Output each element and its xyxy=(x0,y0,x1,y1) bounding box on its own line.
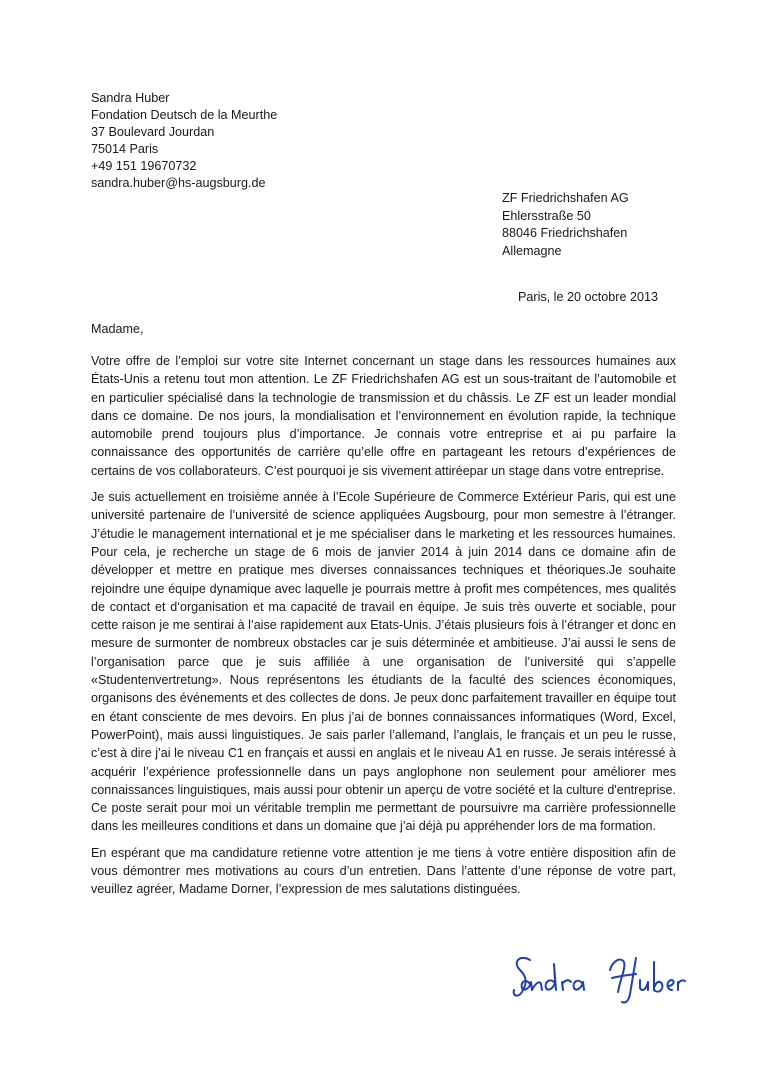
recipient-city: 88046 Friedrichshafen xyxy=(502,226,628,240)
sender-name: Sandra Huber xyxy=(91,91,170,105)
letter-date: Paris, le 20 octobre 2013 xyxy=(517,290,658,304)
body-paragraph-1: Votre offre de l’emploi sur votre site Internet concernant un stage dans les ressources humaines aux États-Unis a retenu tout mon attention. Le ZF Friedrichshafen AG est un sous-traitant de l’automobile et en particulier spécialisé dans la technologie de transmission et du châssis. Le ZF est un leader mondial dans ce domaine. De nos jours, la mondialisation et l’environnement en évolution rapide, la technique automobile prend toujours plus d’importance. Je connais votre entreprise et ai pu parfaire la connaissance des opportunités de carrière qu’elle offre en partageant les retours d’expériences de certains de vos collaborateurs. C’est pourquoi je sis vivement attiréepar un stage dans votre entreprise. xyxy=(91,354,676,478)
sender-email: sandra.huber@hs-augsburg.de xyxy=(91,176,266,190)
salutation: Madame, xyxy=(91,322,144,336)
signature-strokes xyxy=(514,958,685,1003)
sender-address-block xyxy=(91,90,277,192)
recipient-company: ZF Friedrichshafen AG xyxy=(502,191,629,205)
handwritten-signature xyxy=(508,948,686,1014)
recipient-country: Allemagne xyxy=(502,243,562,258)
sender-street: 37 Boulevard Jourdan xyxy=(91,125,215,139)
body-paragraph-3: En espérant que ma candidature retienne votre attention je me tiens à votre entière disposition afin de vous démontrer mes motivations au cours d’un entretien. Dans l’attente d’une réponse de votre part, veuillez agréer, Madame Dorner, l’expression de mes salutations distinguées. xyxy=(91,845,676,897)
body-paragraph-2: Je suis actuellement en troisième année à l’Ecole Supérieure de Commerce Extérieur Paris, qui est une université partenaire de l’université de science appliquées Augsbourg, pour mon semestre à l’étranger. J’étudie le management international et je me spécialiser dans le marketing et les ressources humaines. Pour cela, je recherche un stage de 6 mois de janvier 2014 à juin 2014 dans ce domaine afin de développer et mettre en pratique mes diverses connaissances techniques et théoriques.Je souhaite rejoindre une équipe dynamique avec laquelle je pourrais mettre à profit mes compétences, mes qualités de contact et d‘organisation et ma capacité de travail en équipe. Je suis très ouverte et sociable, pour cette raison je me sentirai à l’aise rapidement aux Etats-Unis. J’étais plusieurs fois à l’étranger et donc en mesure de surmonter de nombreux obstacles car je suis déterminée et ambitieuse. J’ai aussi le sens de l’organisation parce que je suis affiliée à une organisation de l’université qui s’appelle «Studentenvertretung». Nous représentons les étudiants de la faculté des sciences économiques, organisons des événements et des collectes de dons. Je peux donc parfaitement travailler en équipe tout en étant consciente de mes devoirs. En plus j’ai de bonnes connaissances informatiques (Word, Excel, PowerPoint), mais aussi linguistiques. Je sais parler l’allemand, l’anglais, le français et un peu le russe, c’est à dire j’ai le niveau C1 en français et aussi en anglais et le niveau A1 en russe. Je serais intéressé à acquérir l’expérience professionnelle dans un pays anglophone non seulement pour améliorer mes connaissances linguistiques, mais aussi pour obtenir un aperçu de votre société et la culture d'entreprise. Ce poste serait pour moi un véritable tremplin me permettant de poursuivre ma carrière professionnelle dans les meilleures conditions et dans un domaine que j’ai déjà pu appréhender lors de ma formation. xyxy=(91,490,676,834)
sender-organization: Fondation Deutsch de la Meurthe xyxy=(91,108,278,122)
sender-city: 75014 Paris xyxy=(91,142,159,156)
sender-phone: +49 151 19670732 xyxy=(91,159,197,173)
recipient-address-block xyxy=(502,190,629,260)
letter-body xyxy=(91,352,676,907)
recipient-street: Ehlersstraße 50 xyxy=(502,208,591,223)
